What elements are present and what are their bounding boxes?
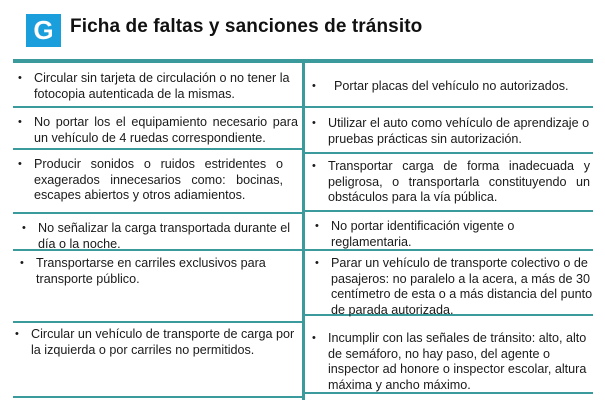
cell-text: Transportar carga de forma inadecuada y peligrosa, o transportarla constituyendo un obstáculos para la vía pública.	[328, 159, 590, 204]
cell-text: No portar identificación vigente o reglamentaria.	[331, 219, 515, 249]
cell-text: Producir sonidos o ruidos estridentes o exagerados innecesarios como: bocinas, escapes abiertos y otros adiamientos.	[34, 157, 283, 202]
page-title: Ficha de faltas y sanciones de tránsito	[70, 16, 423, 37]
table-cell-right-3	[312, 159, 590, 206]
bullet-icon: •	[312, 80, 316, 92]
bullet-icon: •	[315, 220, 319, 232]
cell-text: Parar un vehículo de transporte colectivo o de pasajeros: no paralelo a la acera, a más de 30 centímetro de esta o a más distancia del punto de parada autorizada.	[331, 256, 593, 317]
cell-text: Utilizar el auto como vehículo de aprendizaje o pruebas prácticas sin autorización.	[328, 116, 590, 146]
cell-text: Circular un vehículo de transporte de carga por la izquierda o por carriles no permitidos.	[31, 327, 295, 357]
logo-g-icon: G	[26, 14, 61, 47]
table-cell-right-5	[315, 256, 593, 318]
row-divider	[305, 106, 593, 108]
bullet-icon: •	[312, 160, 316, 172]
row-divider	[305, 210, 593, 212]
bullet-icon: •	[20, 257, 24, 269]
bullet-icon: •	[15, 328, 19, 340]
table-cell-left-3	[18, 157, 283, 204]
table-cell-left-6	[15, 327, 300, 358]
cell-text: Incumplir con las señales de tránsito: alto, alto de semáforo, no hay paso, del agente o inspector ad honore o inspector escolar, altura máxima y ancho máximo.	[328, 331, 587, 392]
row-divider	[305, 152, 593, 154]
bullet-icon: •	[18, 116, 22, 128]
row-divider	[13, 396, 302, 398]
table-cell-right-2	[312, 116, 597, 147]
table-cell-right-4	[315, 219, 535, 250]
cell-text: Circular sin tarjeta de circulación o no tener la fotocopia autenticada de la mismas.	[34, 71, 290, 101]
bullet-icon: •	[315, 257, 319, 269]
row-divider	[13, 148, 302, 150]
cell-text: Transportarse en carriles exclusivos para transporte público.	[36, 256, 266, 286]
row-divider	[13, 106, 302, 108]
bullet-icon: •	[18, 72, 22, 84]
cell-text: No señalizar la carga transportada durante el día o la noche.	[38, 221, 291, 251]
row-divider	[13, 212, 302, 214]
bullet-icon: •	[312, 332, 316, 344]
table-cell-right-6	[312, 331, 592, 393]
bullet-icon: •	[312, 117, 316, 129]
cell-text: Portar placas del vehículo no autorizados.	[334, 79, 569, 93]
bullet-icon: •	[18, 158, 22, 170]
bullet-icon: •	[22, 222, 26, 234]
table-cell-left-2	[18, 115, 298, 146]
table-cell-right-1	[312, 79, 597, 95]
table-cell-left-1	[18, 71, 298, 102]
column-divider	[302, 61, 305, 400]
table-cell-left-5	[20, 256, 290, 287]
cell-text: No portar los el equipamiento necesario para un vehículo de 4 ruedas correspondiente.	[34, 115, 298, 145]
table-cell-left-4	[22, 221, 298, 252]
row-divider	[13, 321, 302, 323]
